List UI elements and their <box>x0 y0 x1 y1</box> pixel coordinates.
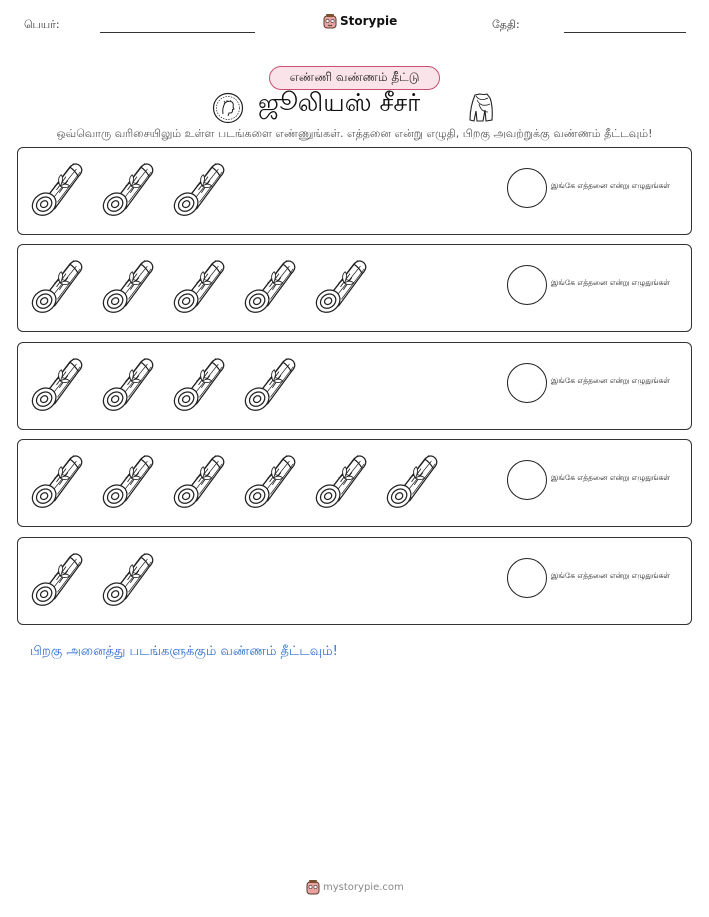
scroll-icon[interactable] <box>28 157 85 219</box>
activity-badge: எண்ணி வண்ணம் தீட்டு <box>269 66 440 90</box>
scroll-set <box>28 254 369 320</box>
answer-circle[interactable] <box>507 265 547 305</box>
scroll-icon[interactable] <box>170 254 227 316</box>
footer-note: பிறகு அனைத்து படங்களுக்கும் வண்ணம் தீட்டவும்! <box>30 644 338 659</box>
scroll-set <box>28 449 440 515</box>
scroll-icon[interactable] <box>241 449 298 511</box>
storypie-mascot-icon <box>323 13 337 29</box>
roman-coin-icon <box>212 92 244 124</box>
site-url: mystorypie.com <box>323 881 404 893</box>
name-label: பெயர்: <box>24 18 60 31</box>
brand-name: Storypie <box>340 14 398 28</box>
answer-label: இங்கே எத்தனை என்று எழுதுங்கள் <box>551 571 671 580</box>
brand-logo <box>323 13 397 29</box>
site-footer <box>306 879 404 895</box>
toga-icon <box>466 92 496 124</box>
answer-label: இங்கே எத்தனை என்று எழுதுங்கள் <box>551 376 671 385</box>
answer-circle[interactable] <box>507 168 547 208</box>
answer-label: இங்கே எத்தனை என்று எழுதுங்கள் <box>551 278 671 287</box>
count-row-4 <box>17 439 692 527</box>
scroll-icon[interactable] <box>312 254 369 316</box>
scroll-icon[interactable] <box>99 547 156 609</box>
count-row-1 <box>17 147 692 235</box>
scroll-icon[interactable] <box>28 254 85 316</box>
scroll-icon[interactable] <box>170 449 227 511</box>
scroll-icon[interactable] <box>383 449 440 511</box>
answer-circle[interactable] <box>507 460 547 500</box>
scroll-icon[interactable] <box>99 352 156 414</box>
scroll-icon[interactable] <box>312 449 369 511</box>
count-row-3 <box>17 342 692 430</box>
scroll-icon[interactable] <box>99 157 156 219</box>
scroll-icon[interactable] <box>28 352 85 414</box>
scroll-set <box>28 157 227 223</box>
scroll-icon[interactable] <box>170 352 227 414</box>
storypie-mascot-icon <box>306 879 320 895</box>
answer-circle[interactable] <box>507 558 547 598</box>
scroll-icon[interactable] <box>170 157 227 219</box>
scroll-icon[interactable] <box>28 449 85 511</box>
name-line[interactable] <box>100 32 255 33</box>
answer-label: இங்கே எத்தனை என்று எழுதுங்கள் <box>551 181 671 190</box>
date-label: தேதி: <box>492 18 520 31</box>
scroll-set <box>28 547 156 613</box>
scroll-icon[interactable] <box>28 547 85 609</box>
scroll-set <box>28 352 298 418</box>
count-row-5 <box>17 537 692 625</box>
instructions: ஒவ்வொரு வரிசையிலும் உள்ள படங்களை எண்ணுங்கள். எத்தனை என்று எழுதி, பிறகு அவற்றுக்கு வண்ணம் தீட்டவும்! <box>56 127 653 140</box>
scroll-icon[interactable] <box>241 254 298 316</box>
answer-label: இங்கே எத்தனை என்று எழுதுங்கள் <box>551 473 671 482</box>
date-line[interactable] <box>564 32 686 33</box>
count-row-2 <box>17 244 692 332</box>
scroll-icon[interactable] <box>241 352 298 414</box>
title-row <box>0 88 709 126</box>
scroll-icon[interactable] <box>99 254 156 316</box>
page-title: ஜூலியஸ் சீசர் <box>258 88 421 117</box>
scroll-icon[interactable] <box>99 449 156 511</box>
answer-circle[interactable] <box>507 363 547 403</box>
